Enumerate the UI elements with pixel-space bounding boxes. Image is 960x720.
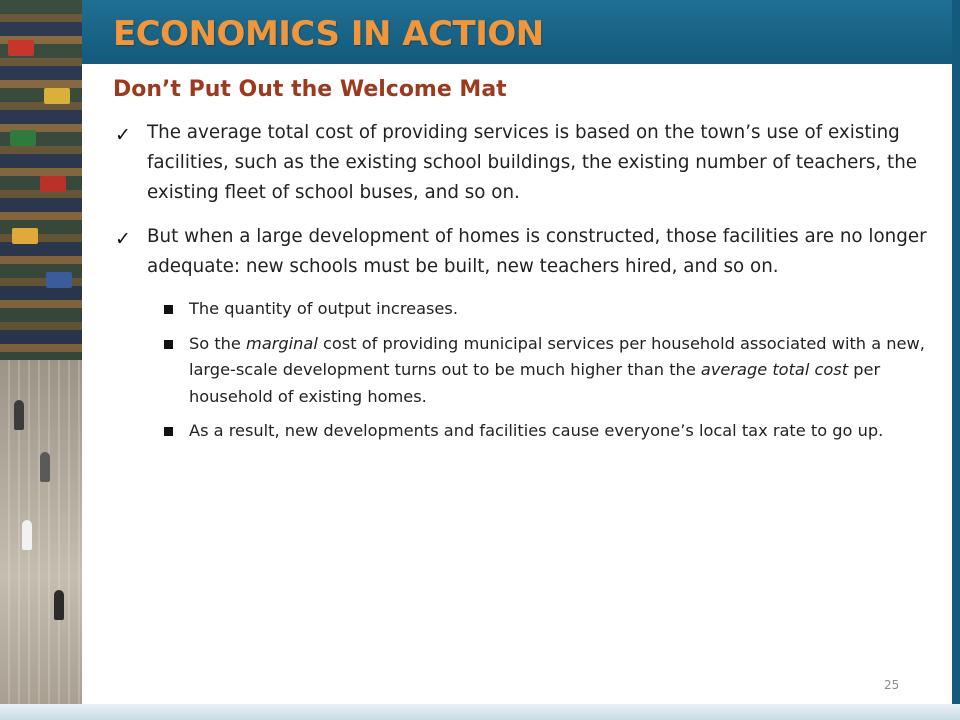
subbullet-text-part: cost of providing municipal services per household associated with a new, large-scale development turns out to be much higher than the xyxy=(189,333,925,379)
photo-sign xyxy=(8,40,34,56)
emphasis-average-total-cost: average total cost xyxy=(700,360,849,379)
square-bullet-icon xyxy=(164,305,173,314)
subbullet-text-part: per household of existing homes. xyxy=(189,360,881,406)
photo-sign xyxy=(10,130,36,146)
subbullet-text: The quantity of output increases. xyxy=(189,299,458,318)
photo-person xyxy=(22,520,32,550)
square-bullet-icon xyxy=(164,427,173,436)
photo-sign xyxy=(44,88,70,104)
slide-subtitle: Don’t Put Out the Welcome Mat xyxy=(113,77,507,102)
photo-person xyxy=(14,400,24,430)
bullet-item xyxy=(113,222,933,282)
check-icon: ✓ xyxy=(115,228,131,250)
subbullet-item xyxy=(113,331,933,411)
photo-sign xyxy=(46,272,72,288)
square-bullet-icon xyxy=(164,340,173,349)
side-photo xyxy=(0,0,82,720)
photo-person xyxy=(54,590,64,620)
photo-street xyxy=(0,360,82,720)
bullet-text: The average total cost of providing services is based on the town’s use of existing facilities, such as the existing school buildings, the existing number of teachers, the existing fleet of school buses, and so on. xyxy=(147,122,918,203)
emphasis-marginal: marginal xyxy=(246,333,318,353)
photo-sign xyxy=(12,228,38,244)
frame-bottom xyxy=(0,704,960,720)
bullet-text: But when a large development of homes is constructed, those facilities are no longer adequate: new schools must be built, new teachers hired, and so on. xyxy=(147,226,927,277)
slide-body xyxy=(113,118,933,453)
photo-person xyxy=(40,452,50,482)
photo-sign xyxy=(40,176,66,192)
page-number: 25 xyxy=(884,678,900,692)
bullet-item xyxy=(113,118,933,208)
subbullet-text: As a result, new developments and facilities cause everyone’s local tax rate to go up. xyxy=(189,421,884,440)
check-icon: ✓ xyxy=(115,124,131,146)
subbullet-item xyxy=(113,418,933,445)
subbullet-item xyxy=(113,296,933,323)
subbullet-text-part: So the xyxy=(189,333,247,353)
frame-right xyxy=(952,0,960,720)
slide-title: ECONOMICS IN ACTION xyxy=(113,14,544,54)
